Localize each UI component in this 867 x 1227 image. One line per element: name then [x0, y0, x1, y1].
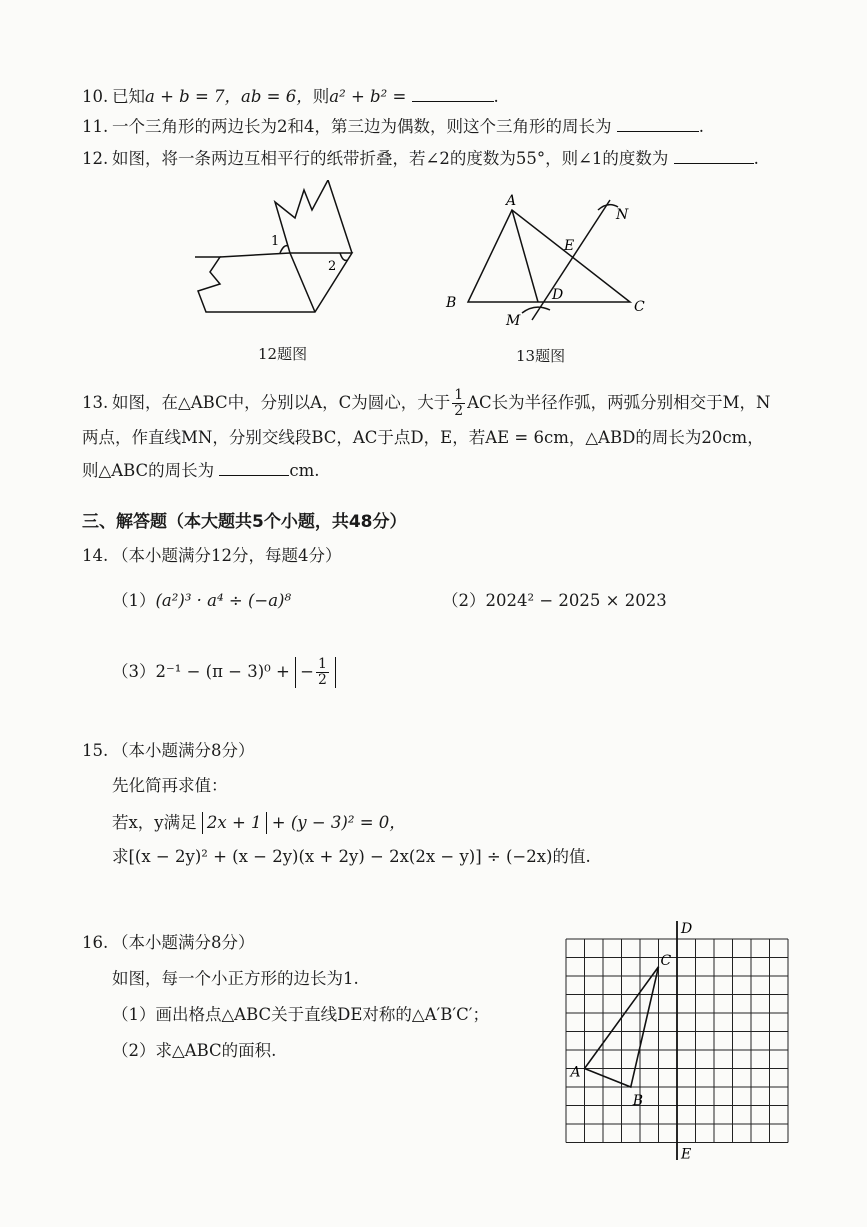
figure-12-caption: 12题图: [258, 345, 308, 363]
vertex-b-label: B: [632, 1093, 644, 1109]
question-13-line3: [82, 460, 320, 482]
question-15-line2: [112, 812, 406, 834]
point-d-label: D: [681, 921, 693, 937]
answer-blank[interactable]: [412, 86, 494, 102]
fraction: [316, 657, 329, 688]
question-text: 则: [312, 87, 330, 106]
figure-12: [190, 180, 365, 320]
math-expr: 2024² − 2025 × 2023: [485, 591, 667, 610]
fraction: [452, 388, 465, 419]
point-e-label: E: [564, 238, 575, 254]
section-title: 三、解答题（本大题共5个小题，共48分）: [82, 512, 407, 532]
question-15-header: [82, 740, 255, 762]
question-13-line2: 两点，作直线MN，分别交线段BC，AC于点D，E，若AE = 6cm，△ABD的周长为20cm，: [82, 428, 764, 447]
question-number: 13.: [82, 393, 109, 412]
denominator: 2: [317, 672, 327, 688]
question-16-line1: 如图，每一个小正方形的边长为1.: [112, 969, 359, 988]
period: .: [698, 117, 704, 136]
vertex-a-label: A: [506, 193, 517, 209]
grid-figure: [560, 915, 800, 1160]
part-label: （2）: [442, 591, 486, 610]
question-14-part3: [112, 657, 336, 688]
question-number: 12.: [82, 149, 109, 168]
question-number: 10.: [82, 87, 109, 106]
vertex-b-label: B: [446, 295, 457, 311]
figure-13: [440, 185, 680, 335]
question-12: [82, 148, 759, 170]
question-text: 如图，在△ABC中，分别以A，C为圆心，大于: [112, 393, 451, 412]
absolute-value: 2x + 1: [202, 812, 267, 834]
question-14-part2: [442, 590, 667, 612]
answer-blank[interactable]: [617, 116, 699, 132]
point-n-label: N: [616, 207, 629, 223]
question-text: AC长为半径作弧，两弧分别相交于M，N: [467, 393, 771, 412]
angle-2-label: 2: [328, 259, 337, 274]
arc-n: [598, 205, 618, 210]
tape-top-edge: [220, 253, 290, 257]
angle-2-arc: [340, 253, 347, 260]
answer-blank[interactable]: [674, 148, 754, 164]
question-number: 11.: [82, 117, 109, 136]
math-expr: a² + b² =: [329, 87, 407, 106]
denominator: 2: [454, 403, 464, 419]
angle-1-arc: [280, 246, 288, 253]
numerator: 1: [454, 387, 464, 403]
question-text: 则△ABC的周长为: [82, 461, 215, 480]
question-text: （本小题满分8分）: [112, 741, 255, 760]
period: .: [753, 149, 759, 168]
vertex-a-label: A: [570, 1064, 581, 1081]
question-number: 14.: [82, 546, 109, 565]
segment-ad: [512, 210, 538, 302]
absolute-value: [295, 657, 336, 688]
point-e-label: E: [681, 1146, 692, 1160]
question-15-line3: 求[(x − 2y)² + (x − 2y)(x + 2y) − 2x(2x − y)] ÷ (−2x)的值.: [112, 847, 591, 866]
question-13-line1: [82, 388, 771, 419]
question-text: 若x，y满足: [112, 813, 197, 832]
unit: cm.: [289, 461, 320, 480]
math-expr: a + b = 7，: [145, 87, 242, 106]
question-14-header: [82, 545, 342, 567]
question-text: 已知: [112, 87, 145, 106]
question-16-line2: （1）画出格点△ABC关于直线DE对称的△A′B′C′；: [112, 1005, 490, 1024]
minus-sign: −: [300, 662, 314, 681]
answer-blank[interactable]: [219, 460, 289, 476]
question-15-line1: 先化简再求值：: [112, 776, 228, 795]
tape-folded: [275, 180, 352, 253]
math-expr: ab = 6，: [241, 87, 313, 106]
numerator: 1: [317, 656, 327, 672]
math-expr: 2⁻¹ − (π − 3)⁰ +: [155, 662, 290, 681]
question-number: 15.: [82, 741, 109, 760]
angle-1-label: 1: [271, 234, 280, 249]
question-number: 16.: [82, 933, 109, 952]
math-expr: + (y − 3)² = 0，: [271, 813, 406, 832]
vertex-c-label: C: [634, 299, 645, 315]
arc-m: [522, 307, 550, 313]
triangle-abc: [468, 210, 630, 302]
part-label: （3）: [112, 662, 156, 681]
question-text: （本小题满分12分，每题4分）: [112, 546, 342, 565]
period: .: [493, 87, 499, 106]
point-m-label: M: [506, 313, 521, 329]
question-10: [82, 86, 499, 108]
question-14-part1: [112, 590, 291, 612]
question-text: 一个三角形的两边长为2和4，第三边为偶数，则这个三角形的周长为: [112, 117, 612, 136]
question-text: （本小题满分8分）: [112, 933, 255, 952]
point-d-label: D: [552, 287, 564, 303]
question-16-header: [82, 932, 255, 954]
part-label: （1）: [112, 591, 156, 610]
math-expr: (a²)³ · a⁴ ÷ (−a)⁸: [155, 591, 292, 610]
question-16-line3: （2）求△ABC的面积.: [112, 1041, 277, 1060]
question-text: 如图，将一条两边互相平行的纸带折叠，若∠2的度数为55°，则∠1的度数为: [112, 149, 669, 168]
question-11: [82, 116, 704, 138]
fold-line: [290, 253, 315, 312]
vertex-c-label: C: [660, 952, 672, 969]
figure-13-caption: 13题图: [516, 347, 566, 365]
